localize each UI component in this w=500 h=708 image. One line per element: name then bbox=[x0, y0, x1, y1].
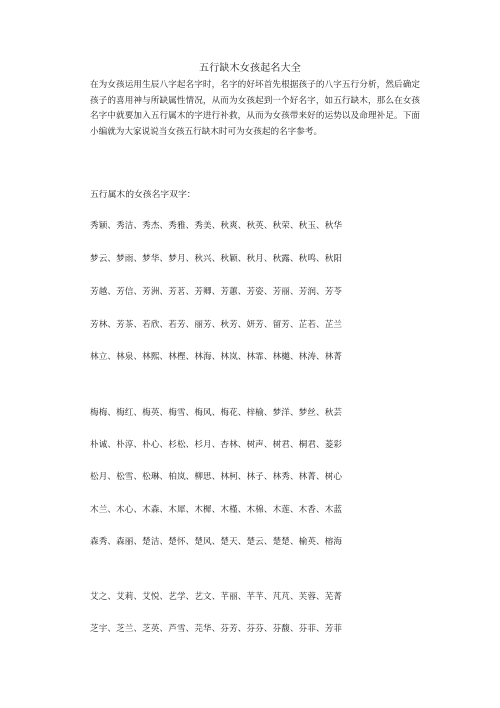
name-list-line: 芳林、芳茶、若欣、若芳、丽芳、秋芳、妍芳、留芳、芷若、芷兰 bbox=[90, 320, 343, 330]
name-list-line: 梅梅、梅红、梅英、梅雪、梅风、梅花、梓榆、梦洋、梦丝、秋芸 bbox=[90, 408, 343, 418]
name-list-line: 森秀、森丽、楚洁、楚怀、楚风、楚天、楚云、楚楚、榆英、榕海 bbox=[90, 537, 343, 547]
name-list-line: 林立、林泉、林熙、林樫、林海、林岚、林霏、林樾、林涛、林菁 bbox=[90, 352, 343, 362]
name-list-line: 芝宇、芝兰、芝英、芦雪、芫华、芬芳、芬芬、芬馥、芬菲、芳菲 bbox=[90, 624, 343, 634]
name-list-line: 朴诚、朴淳、朴心、杉松、杉月、杏林、树声、树君、桐君、菱彩 bbox=[90, 440, 343, 450]
name-list-line: 艾之、艾莉、艾悦、艺学、艺文、芊丽、芊芊、芃芃、芙蓉、芜菁 bbox=[90, 592, 343, 602]
name-list-line: 松月、松雪、松琳、柏岚、柳思、林柯、林子、林秀、林菁、树心 bbox=[90, 472, 343, 482]
name-list-line: 芳越、芳信、芳洲、芳茗、芳卿、芳蕙、芳姿、芳丽、芳润、芳苓 bbox=[90, 287, 343, 297]
name-list-line: 梦云、梦雨、梦华、梦月、秋兴、秋颖、秋月、秋露、秋鸣、秋阳 bbox=[90, 254, 343, 264]
intro-paragraph: 在为女孩运用生辰八字起名字时，名字的好坏首先根据孩子的八字五行分析，然后确定孩子的喜用神与所缺属性情况，从而为女孩起到一个好名字，如五行缺木，那么在女孩名字中就要加入五行属木的字进行补救，从而为女孩带来好的运势以及命理补足。下面小编就为大家说说当女孩五行缺木时可为女孩起的名字参考。 bbox=[90, 80, 420, 137]
section-heading: 五行属木的女孩名字双字： bbox=[90, 190, 196, 200]
document-title: 五行缺木女孩起名大全 bbox=[199, 63, 301, 74]
name-list-line: 木兰、木心、木森、木犀、木樨、木槿、木棉、木莲、木香、木蓝 bbox=[90, 505, 343, 515]
name-list-line: 秀颖、秀洁、秀杰、秀雅、秀美、秋爽、秋英、秋荣、秋玉、秋华 bbox=[90, 221, 343, 231]
